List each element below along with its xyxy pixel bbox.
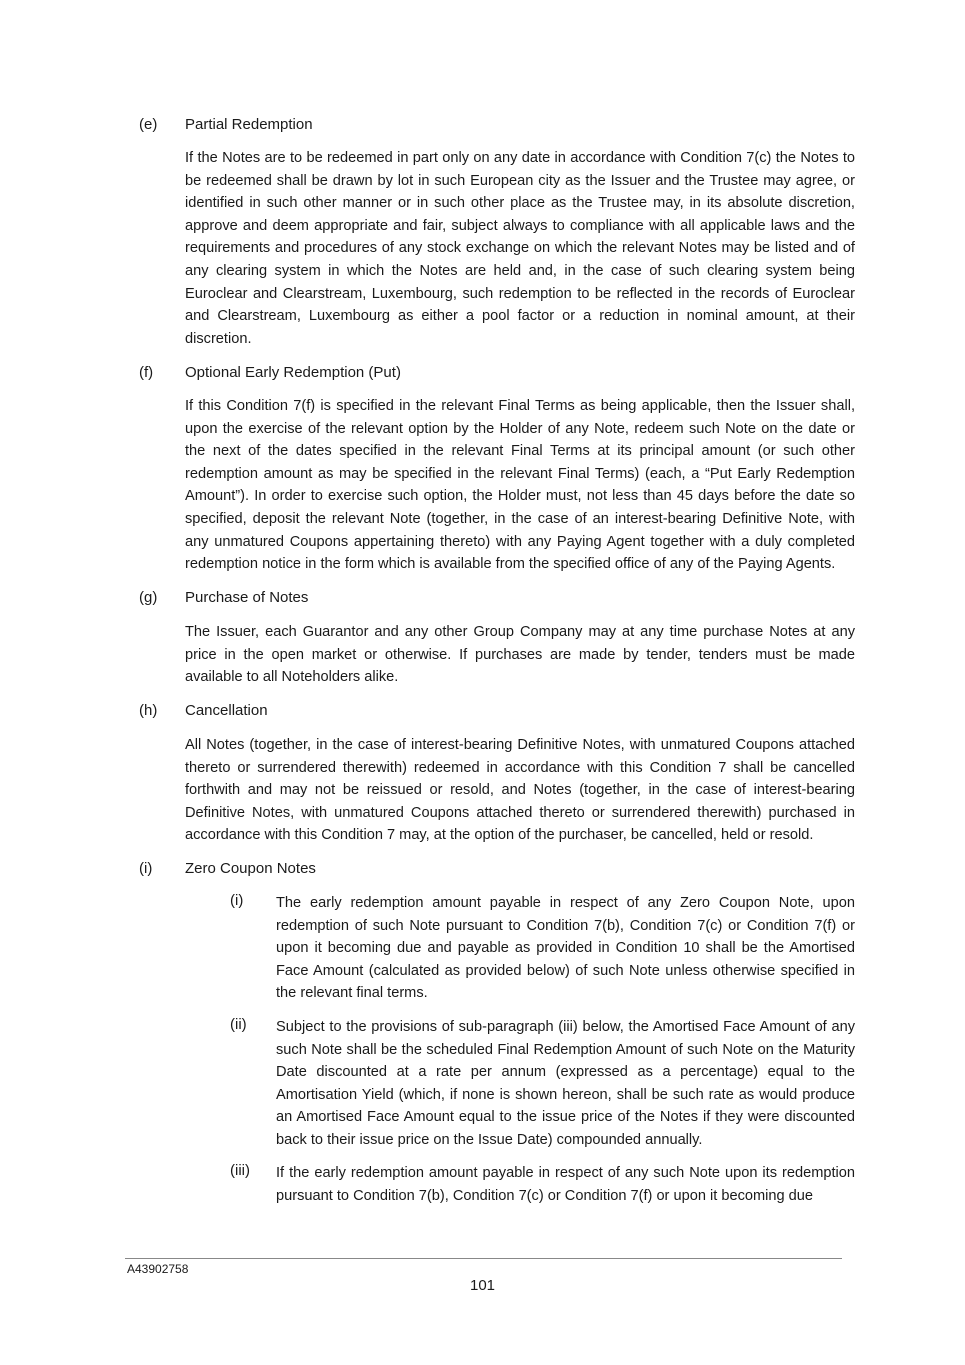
section-heading: Purchase of Notes: [185, 589, 309, 606]
section-paragraph: All Notes (together, in the case of interest-bearing Definitive Notes, with unmatured Coupons attached thereto or surrendered therewith) redeemed in accordance with this Condition 7 shall be cancelled forthwith and may not be reissued or resold, and Notes (together, in the case of interest-bearing Definitive Notes, with unmatured Coupons attached thereto or surrendered therewith) purchased in accordance with this Condition 7 may, at the option of the purchaser, be cancelled, held or resold.: [185, 737, 855, 844]
section-paragraph: If this Condition 7(f) is specified in the relevant Final Terms as being applicable, then the Issuer shall, upon the exercise of the relevant option by the Holder of any Note, redeem such Note on the date or the next of the dates specified in the relevant Final Terms at its principal amount (or such other redemption amount as may be specified in the relevant Final Terms) (each, a “Put Early Redemption Amount”). In order to exercise such option, the Holder must, not less than 45 days before the date so specified, deposit the relevant Note (together, in the case of an interest-bearing Definitive Note, with any unmatured Coupons appertaining thereto) with any Paying Agent together with a duly completed redemption notice in the form which is available from the specified office of any of the Paying Agents.: [185, 398, 855, 573]
section-letter: (f): [139, 364, 154, 381]
subitem-paragraph: If the early redemption amount payable in respect of any such Note upon its redemption pursuant to Condition 7(b), Condition 7(c) or Condition 7(f) or upon it becoming due: [276, 1165, 855, 1204]
section-heading: Zero Coupon Notes: [185, 860, 316, 877]
section-letter: (i): [139, 860, 153, 877]
footer-divider: [125, 1258, 842, 1259]
subitem-numeral: (ii): [230, 1016, 247, 1033]
subitem-paragraph: Subject to the provisions of sub-paragraph (iii) below, the Amortised Face Amount of any such Note shall be the scheduled Final Redemption Amount of such Note on the Maturity Date discounted at a rate per annum (expressed as a percentage) equal to the Amortisation Yield (which, if none is shown hereon, shall be such rate as would produce an Amortised Face Amount equal to the issue price of the Notes if they were discounted back to their issue price on the Issue Date) compounded annually.: [276, 1019, 855, 1148]
section-letter: (e): [139, 116, 158, 133]
document-reference: A43902758: [127, 1262, 189, 1276]
section-letter: (h): [139, 702, 158, 719]
section-letter: (g): [139, 589, 158, 606]
section-heading: Partial Redemption: [185, 116, 313, 133]
subitem-numeral: (i): [230, 892, 244, 909]
subitem-paragraph: The early redemption amount payable in respect of any Zero Coupon Note, upon redemption of such Note pursuant to Condition 7(b), Condition 7(c) or Condition 7(f) or upon it becoming due and payable as provided in Condition 10 shall be the Amortised Face Amount (calculated as provided below) of such Note unless otherwise specified in the relevant final terms.: [276, 895, 855, 1002]
subitem-numeral: (iii): [230, 1162, 250, 1179]
section-paragraph: If the Notes are to be redeemed in part only on any date in accordance with Condition 7(c) the Notes to be redeemed shall be drawn by lot in such European city as the Issuer and the Trustee may agree, or identified in such other manner or in such other place as the Trustee may, in its absolute discretion, approve and deem appropriate and fair, subject always to compliance with all applicable laws and the requirements and procedures of any stock exchange on which the relevant Notes may be listed and of any clearing system in which the Notes are held and, in the case of such clearing system being Euroclear and Clearstream, Luxembourg, such redemption to be reflected in the records of Euroclear and Clearstream, Luxembourg as either a pool factor or a reduction in nominal amount, at their discretion.: [185, 150, 855, 347]
section-paragraph: The Issuer, each Guarantor and any other Group Company may at any time purchase Notes at any price in the open market or otherwise. If purchases are made by tender, tenders must be made available to all Noteholders alike.: [185, 624, 855, 686]
page-number: 101: [469, 1277, 496, 1294]
section-heading: Cancellation: [185, 702, 268, 719]
section-heading: Optional Early Redemption (Put): [185, 364, 401, 381]
